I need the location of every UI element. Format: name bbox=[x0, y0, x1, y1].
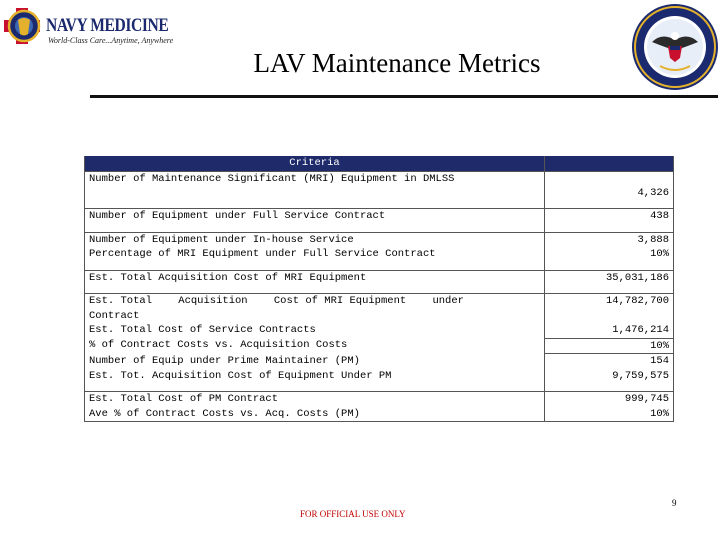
criterion-value: 10% bbox=[545, 407, 674, 422]
table-row bbox=[85, 171, 674, 200]
navy-medicine-logo bbox=[4, 6, 174, 46]
page-title: LAV Maintenance Metrics bbox=[253, 48, 541, 78]
criterion-label: % of Contract Costs vs. Acquisition Costs bbox=[85, 338, 545, 354]
criterion-value: 10% bbox=[545, 338, 674, 354]
criterion-value: 10% bbox=[545, 247, 674, 262]
table-header-row bbox=[85, 156, 674, 171]
table-row bbox=[85, 247, 674, 262]
criterion-label: Est. Total Acquisition Cost of MRI Equipment under Contract bbox=[85, 294, 545, 324]
table-row bbox=[85, 354, 674, 369]
criterion-label: Number of Maintenance Significant (MRI) Equipment in DMLSS bbox=[85, 171, 545, 200]
metrics-table bbox=[84, 156, 674, 422]
criteria-header: Criteria bbox=[85, 156, 545, 171]
official-use-footer: FOR OFFICIAL USE ONLY bbox=[300, 509, 406, 519]
table-row bbox=[85, 209, 674, 224]
criterion-label: Ave % of Contract Costs vs. Acq. Costs (PM) bbox=[85, 407, 545, 422]
navy-medicine-emblem-icon bbox=[4, 6, 48, 46]
table-row bbox=[85, 392, 674, 407]
criterion-value: 35,031,186 bbox=[545, 270, 674, 285]
criterion-value: 438 bbox=[545, 209, 674, 224]
criterion-value: 9,759,575 bbox=[545, 369, 674, 384]
table-row bbox=[85, 407, 674, 422]
criterion-value: 1,476,214 bbox=[545, 323, 674, 338]
criterion-label: Number of Equipment under In-house Service bbox=[85, 232, 545, 247]
title-divider bbox=[90, 95, 718, 98]
value-header bbox=[545, 156, 674, 171]
table-row bbox=[85, 294, 674, 324]
criterion-value: 14,782,700 bbox=[545, 294, 674, 324]
logo-tagline: World-Class Care...Anytime, Anywhere bbox=[48, 36, 174, 45]
table-row bbox=[85, 338, 674, 354]
criterion-value: 154 bbox=[545, 354, 674, 369]
table-row bbox=[85, 232, 674, 247]
criterion-label: Est. Total Cost of Service Contracts bbox=[85, 323, 545, 338]
criterion-value: 4,326 bbox=[545, 171, 674, 200]
criterion-label: Est. Total Acquisition Cost of MRI Equipment bbox=[85, 270, 545, 285]
criterion-label: Percentage of MRI Equipment under Full Service Contract bbox=[85, 247, 545, 262]
logo-name: NAVY MEDICINE bbox=[46, 15, 169, 36]
criterion-label: Number of Equipment under Full Service Contract bbox=[85, 209, 545, 224]
criterion-value: 999,745 bbox=[545, 392, 674, 407]
criterion-label: Number of Equip under Prime Maintainer (PM) bbox=[85, 354, 545, 369]
criterion-label: Est. Total Cost of PM Contract bbox=[85, 392, 545, 407]
table-row bbox=[85, 369, 674, 384]
criterion-label: Est. Tot. Acquisition Cost of Equipment Under PM bbox=[85, 369, 545, 384]
page-number: 9 bbox=[672, 498, 677, 508]
criterion-value: 3,888 bbox=[545, 232, 674, 247]
table-row bbox=[85, 323, 674, 338]
table-row bbox=[85, 270, 674, 285]
